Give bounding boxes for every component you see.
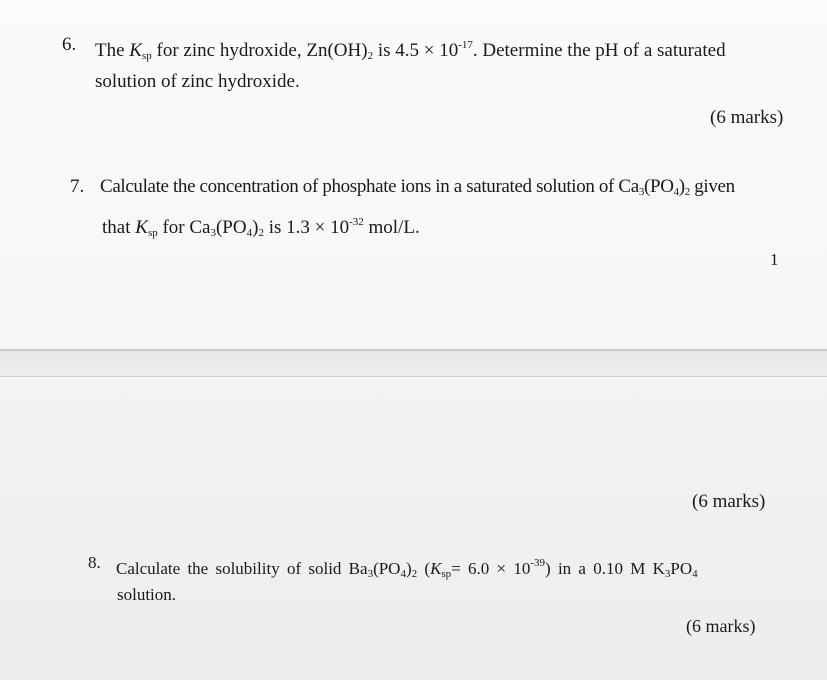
question-7-line-1: Calculate the concentration of phosphate ions in a saturated solution of $Ca_3(PO_4)_2$ given: [100, 176, 735, 198]
question-7-line-2: that Ksp for $Ca_3(PO_4)_2$ is $1.3 \times 10^{-32}$ mol/L.: [102, 216, 420, 239]
question-6-line-2: solution of zinc hydroxide.: [95, 71, 300, 92]
page-gap: [0, 351, 827, 377]
question-8-line-1: Calculate the solubility of solid $Ba_3(PO_4)_2$ $(Ksp= 6.0 \times 10^{-39})$ in a 0.10 M $K_3PO_4$: [116, 557, 698, 580]
question-6-marks: (6 marks): [710, 107, 784, 128]
question-6-line-1: The Ksp for zinc hydroxide, $Zn(OH)_2$ is $4.5 \times 10^{-17}$. Determine the pH of a saturated: [95, 39, 726, 62]
question-7-marks: (6 marks): [692, 491, 766, 512]
question-8-line-2: solution.: [117, 585, 177, 604]
question-6-number: 6.: [62, 34, 77, 55]
question-8-number: 8.: [88, 553, 101, 572]
question-8-marks: (6 marks): [686, 616, 756, 636]
page-number: 1: [770, 250, 779, 269]
question-7-number: 7.: [70, 176, 85, 197]
